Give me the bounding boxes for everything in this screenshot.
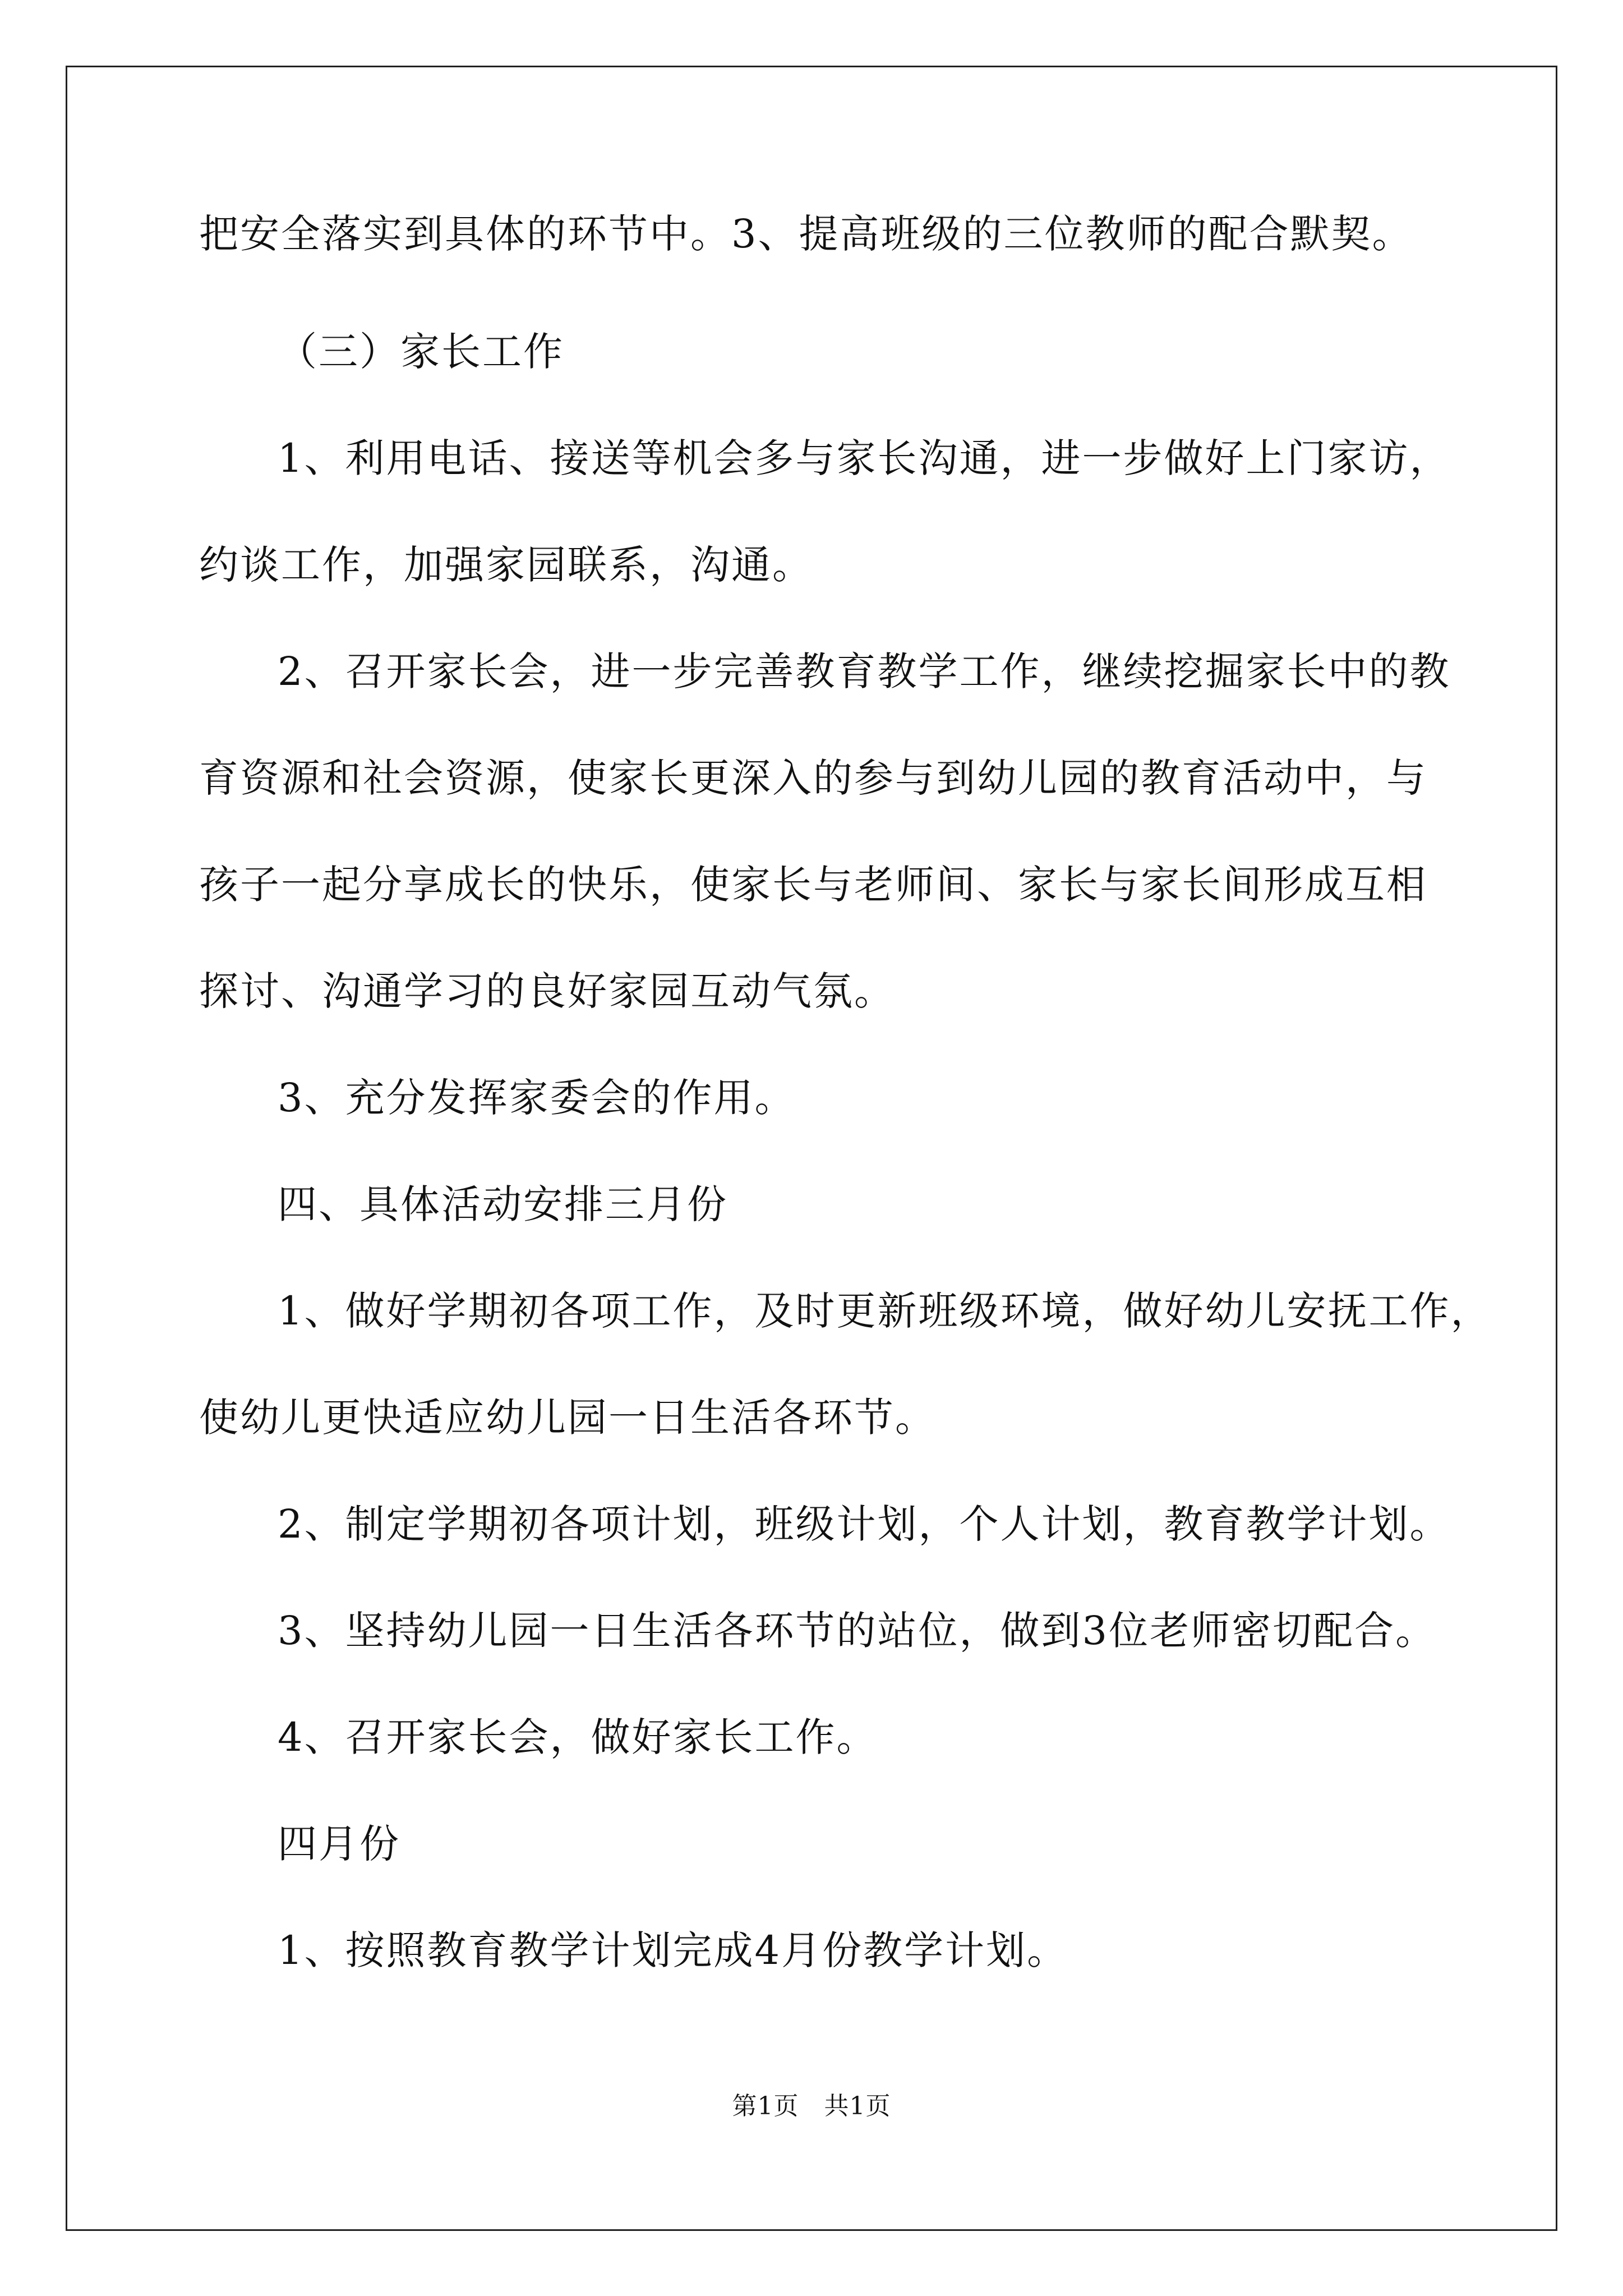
paragraph-line: 1、按照教育教学计划完成4月份教学计划。 [278,1927,1068,1973]
paragraph-line: 育资源和社会资源，使家长更深入的参与到幼儿园的教育活动中，与 [199,755,1427,801]
page-border [66,66,1557,2231]
paragraph-line: 孩子一起分享成长的快乐，使家长与老师间、家长与家长间形成互相 [199,862,1427,908]
paragraph-line: 3、充分发挥家委会的作用。 [278,1075,796,1121]
section-heading: （三）家长工作 [278,329,564,375]
section-heading: 四月份 [278,1821,400,1867]
section-heading: 四、具体活动安排三月份 [278,1181,728,1227]
page-footer: 第1页 共1页 [732,2092,891,2120]
paragraph-line: 1、做好学期初各项工作，及时更新班级环境，做好幼儿安抚工作， [278,1288,1492,1334]
paragraph-line: 4、召开家长会，做好家长工作。 [278,1714,878,1760]
paragraph-line: 1、利用电话、接送等机会多与家长沟通，进一步做好上门家访， [278,435,1451,481]
paragraph-line: 探讨、沟通学习的良好家园互动气氛。 [199,968,895,1014]
paragraph-line: 使幼儿更快适应幼儿园一日生活各环节。 [199,1395,936,1441]
paragraph-line: 3、坚持幼儿园一日生活各环节的站位，做到3位老师密切配合。 [278,1608,1437,1654]
paragraph-line: 把安全落实到具体的环节中。3、提高班级的三位教师的配合默契。 [199,211,1413,257]
paragraph-line: 2、召开家长会，进一步完善教育教学工作，继续挖掘家长中的教 [278,648,1451,694]
paragraph-line: 约谈工作，加强家园联系，沟通。 [199,542,813,588]
paragraph-line: 2、制定学期初各项计划，班级计划，个人计划，教育教学计划。 [278,1501,1451,1547]
